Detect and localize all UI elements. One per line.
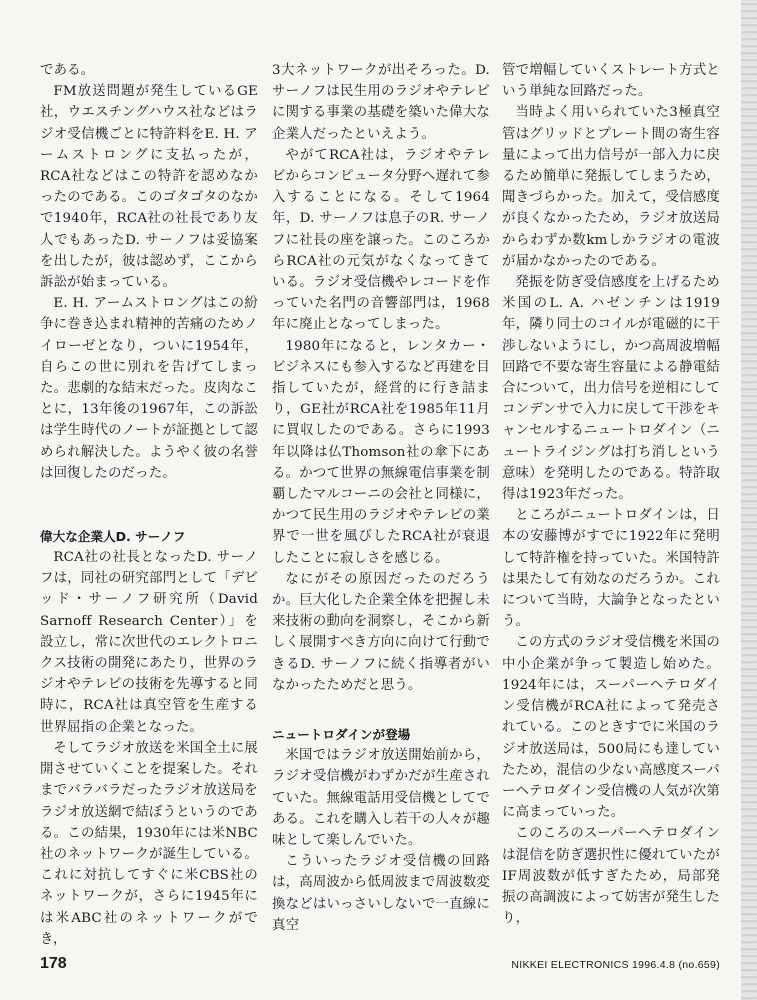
paragraph: である。 xyxy=(40,63,95,78)
section-heading: ニュートロダインが登場 xyxy=(272,727,411,743)
paragraph: この方式のラジオ受信機を米国の中小企業が争って製造し始めた。1924年には，スーパーヘテロダイン受信機がRCA社によって発売されている。このときすでに米国のラジオ放送局は，500局にも達していたため，混信の少ない高感度スーパーヘテロダイン受信機の人気が次第に高まっていった。 xyxy=(502,635,720,821)
scan-edge-artifact xyxy=(741,0,757,1000)
paragraph: 発振を防ぎ受信感度を上げるため米国のL. A. ハゼンチンは1919年，隣り同士のコイルが電磁的に干渉しないようにし，かつ高周波増幅回路で不要な寄生容量による静電結合について，出力信号を逆相にしてコンデンサで入力に戻して干渉をキャンセルするニュートロダイン（ニュートライジングは打ち消しという意味）を発明したのである。特許取得は1923年だった。 xyxy=(502,275,720,503)
paragraph: FM放送問題が発生しているGE社，ウエスチングハウス社などはラジオ受信機ごとに特許料をE. H. アームストロングに支払ったが，RCA社などはこの特許を認めなかったのである。このゴタゴタのなかで1940年，RCA社の社長であり友人でもあったD. サーノフは妥協案を出したが，彼は認めず，ここから訴訟が始まっている。 xyxy=(40,84,258,291)
page-footer xyxy=(40,955,720,975)
paragraph: そしてラジオ放送を米国全土に展開させていくことを提案した。それまでバラバラだったラジオ放送局をラジオ放送網で結ぼうというのである。この結果，1930年には米NBC社のネットワークが誕生している。これに対抗してすぐに米CBS社のネットワークが，さらに1945年には米ABC社のネットワークができ， xyxy=(40,740,258,947)
paragraph: 1980年になると，レンタカー・ビジネスにも参入するなど再建を目指していたが，経営的に行き詰まり，GE社がRCA社を1985年11月に買収したのである。さらに1993年以降は仏Thomson社の傘下にある。かつて世界の無線電信事業を制覇したマルコーニの会社と同様に，かつて民生用のラジオやテレビの業界で一世を風びしたRCA社が衰退したことに寂しさを感じる。 xyxy=(272,338,490,566)
paragraph: 米国ではラジオ放送開始前から，ラジオ受信機がわずかだが生産されていた。無線電話用受信機としてである。これを購入し若干の人々が趣味として楽しんでいた。 xyxy=(272,748,490,848)
paragraph: このころのスーパーヘテロダインは混信を防ぎ選択性に優れていたがIF周波数が低すぎたため，局部発振の高調波によって妨害が発生したり， xyxy=(502,826,720,927)
section-heading: 偉大な企業人D. サーノフ xyxy=(40,529,186,545)
paragraph: ところがニュートロダインは，日本の安藤博がすでに1922年に発明して特許権を持っていた。米国特許は果たして有効なのだろうか。これについて当時，大論争となったという。 xyxy=(502,508,720,630)
paragraph: やがてRCA社は，ラジオやテレビからコンピュータ分野へ遅れて参入することになる。そして1964年，D. サーノフは息子のR. サーノフに社長の座を譲った。このころからRCA社の元気がなくなってきている。ラジオ受信機やレコードを作っていた名門の音響部門は，1968年に廃止となってしまった。 xyxy=(272,147,490,333)
paragraph: E. H. アームストロングはこの紛争に巻き込まれ精神的苦痛のためノイローゼとなり，ついに1954年，自らこの世に別れを告げてしまった。悲劇的な結末だった。皮肉なことに，13年後の1967年，この訴訟は学生時代のノートが証拠として認められ解決した。ようやく彼の名誉は回復したのだった。 xyxy=(40,296,258,481)
journal-citation: NIKKEI ELECTRONICS 1996.4.8 (no.659) xyxy=(511,959,720,971)
paragraph: 管で増幅していくストレート方式という単純な回路だった。 xyxy=(502,63,720,100)
paragraph: こういったラジオ受信機の回路は，高周波から低周波まで周波数変換などはいっさいしないで一直線に真空 xyxy=(272,854,490,933)
text-column-2 xyxy=(272,60,490,936)
text-column-1 xyxy=(40,60,258,950)
paragraph: RCA社の社長となったD. サーノフは，同社の研究部門として「デビッド・サーノフ研究所（David Sarnoff Research Center）」を設立し，常に次世代のエレクトロニクス技術の開発にあたり，世界のラジオやテレビの技術を先導すると同時に，RCA社は真空管を生産する世界屈指の企業となった。 xyxy=(40,550,258,735)
paragraph: 3大ネットワークが出そろった。D. サーノフは民生用のラジオやテレビに関する事業の基礎を築いた偉大な企業人だったといえよう。 xyxy=(272,63,490,142)
text-column-3 xyxy=(502,60,720,929)
paragraph: なにがその原因だったのだろうか。巨大化した企業全体を把握し未来技術の動向を洞察し，そこから新しく展開すべき方向に向けて行動できるD. サーノフに続く指導者がいなかったためだと思う。 xyxy=(272,571,490,693)
paragraph: 当時よく用いられていた3極真空管はグリッドとプレート間の寄生容量によって出力信号が一部入力に戻るため簡単に発振してしまうため，聞きづらかった。加えて，受信感度が良くなかったため，ラジオ放送局からわずか数kmしかラジオの電波が届かなかったのである。 xyxy=(502,105,720,269)
page-number: 178 xyxy=(40,955,67,972)
